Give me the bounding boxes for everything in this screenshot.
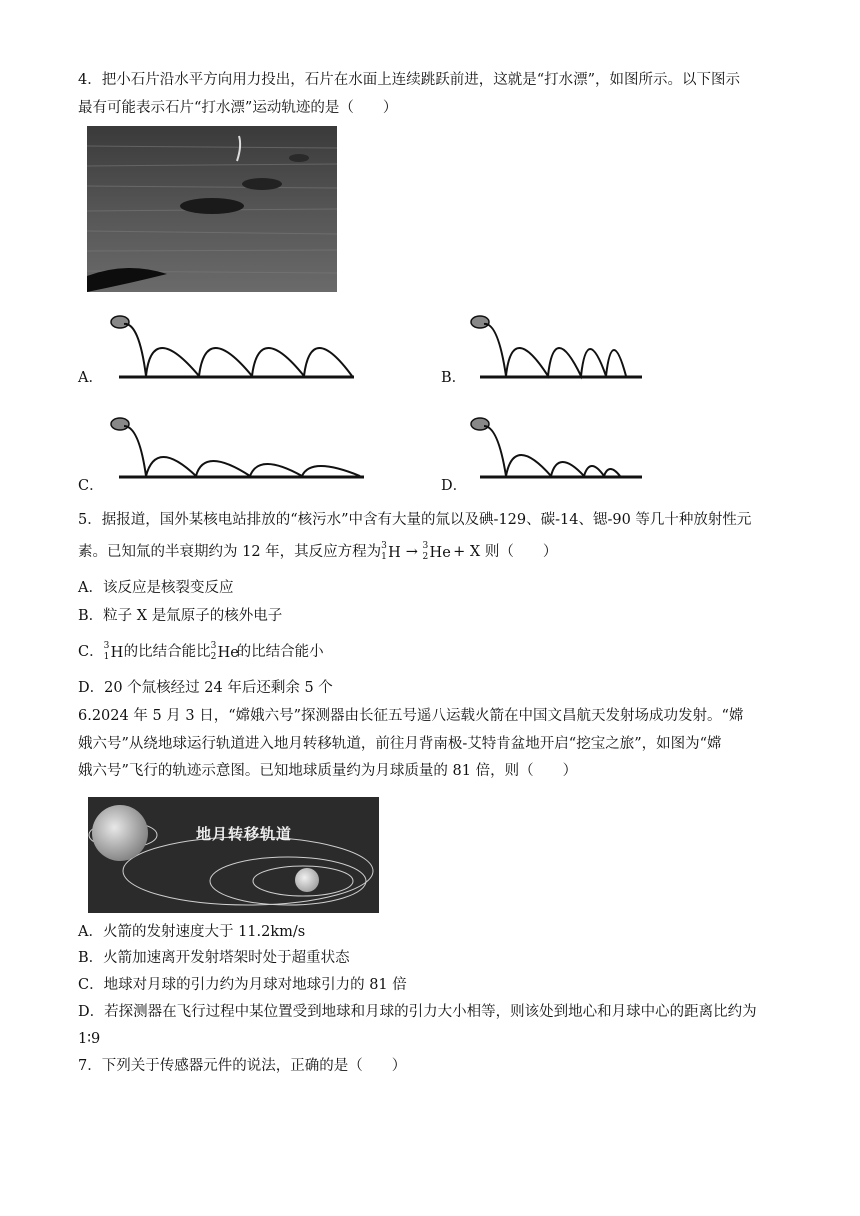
q6-option-d-line2: 1∶9 xyxy=(78,1031,101,1047)
q6-option-b: B．火箭加速离开发射塔架时处于超重状态 xyxy=(78,950,350,966)
q5-option-b: B．粒子 X 是氚原子的核外电子 xyxy=(78,608,283,624)
transfer-orbit-label: 地月转移轨道 xyxy=(196,825,293,843)
q6-stem-line2: 娥六号”从绕地球运行轨道进入地月转移轨道，前往月背南极-艾特肯盆地开启“挖宝之旅”，如图为“嫦 xyxy=(78,736,722,752)
q5-stem-line2 xyxy=(78,542,557,562)
tritium-symbol: 3 1 H xyxy=(103,641,124,662)
q5-option-c: C． 3 1 H 的比结合能比 3 2 He 的比结合能小 xyxy=(78,641,324,662)
q4-option-a-label: A． xyxy=(78,370,103,386)
q6-option-c: C．地球对月球的引力约为月球对地球引力的 81 倍 xyxy=(78,977,407,993)
q4-stem-line1: 4．把小石片沿水平方向用力投出，石片在水面上连续跳跃前进，这就是“打水漂”，如图所示。以下图示 xyxy=(78,72,741,88)
q7-stem-line1: 7．下列关于传感器元件的说法，正确的是（ ） xyxy=(78,1058,407,1074)
earth-moon-transfer-figure xyxy=(88,797,379,913)
option-d-trajectory xyxy=(466,412,646,482)
option-a-trajectory xyxy=(104,310,360,382)
q5-stem-text: 素。已知氚的半衰期约为 12 年，其反应方程为 xyxy=(78,544,382,560)
q5-option-a: A．该反应是核裂变反应 xyxy=(78,580,234,596)
helium-symbol: 3 2 He xyxy=(210,641,239,662)
q6-stem-line1: 6.2024 年 5 月 3 日，“嫦娥六号”探测器由长征五号遥八运载火箭在中国文昌航天发射场成功发射。“嫦 xyxy=(78,708,744,724)
q4-option-d-label: D． xyxy=(441,478,468,494)
q5-stem-tail: + X 则（ ） xyxy=(453,544,558,560)
stone-skipping-photo xyxy=(87,126,337,292)
reaction-arrow: → xyxy=(405,544,418,560)
q5-stem-line1: 5．据报道，国外某核电站排放的“核污水”中含有大量的氚以及碘-129、碳-14、锶-90 等几十种放射性元 xyxy=(78,512,752,528)
q6-option-d-line1: D．若探测器在飞行过程中某位置受到地球和月球的引力大小相等，则该处到地心和月球中心的距离比约为 xyxy=(78,1004,757,1020)
option-b-trajectory xyxy=(466,310,646,382)
q5-option-d: D．20 个氚核经过 24 年后还剩余 5 个 xyxy=(78,680,333,696)
option-c-trajectory xyxy=(104,412,368,482)
helium-symbol: 3 2 He xyxy=(422,541,451,562)
q4-option-b-label: B． xyxy=(441,370,467,386)
q6-option-a: A．火箭的发射速度大于 11.2km/s xyxy=(78,924,306,940)
q4-option-c-label: C． xyxy=(78,478,104,494)
q6-stem-line3: 娥六号”飞行的轨迹示意图。已知地球质量约为月球质量的 81 倍，则（ ） xyxy=(78,763,578,779)
q4-stem-line2: 最有可能表示石片“打水漂”运动轨迹的是（ ） xyxy=(78,100,398,116)
tritium-symbol: 3 1 H xyxy=(381,541,401,562)
